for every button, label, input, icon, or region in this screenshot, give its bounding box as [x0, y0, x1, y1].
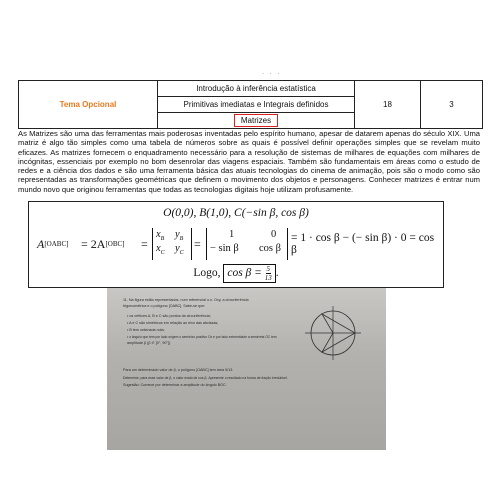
- photo-line-6: • o ângulo que tem por lado origem o semieixo positivo Ox e por lado extremidade a semirreta OC tem: [127, 335, 277, 339]
- photo-line-8: Para um determinado valor de β, o polígono [OABC] tem área 5/13.: [123, 368, 234, 372]
- topic-inference: Introdução à inferência estatística: [158, 81, 355, 97]
- photo-line-9: Determine, para esse valor de β, o valor exato de cos β. Apresente o resultado na forma de fração irredutível.: [123, 376, 288, 380]
- photo-line-2: trigonométrica e o polígono [OABC]. Sabe-se que:: [123, 304, 206, 308]
- equals-sign-2: =: [194, 236, 201, 251]
- matrices-description: [18, 129, 480, 194]
- area-derivation-box: [28, 201, 444, 288]
- numeric-determinant: 1 0 − sin β cos β: [206, 228, 288, 260]
- curriculum-table: [18, 80, 483, 129]
- topic-matrices-highlight: Matrizes: [234, 114, 278, 127]
- area-double: = 2A [OBC]: [81, 236, 125, 251]
- cut-off-text: · · ·: [262, 71, 282, 77]
- photo-line-5: • B tem ordenada nula;: [127, 328, 165, 332]
- area-rhs: = 1 · cos β − (− sin β) · 0 = cos β: [291, 232, 435, 256]
- exam-photo: [107, 288, 386, 450]
- photo-line-4: • A e C são simétricos em relação ao eixo das abcissas;: [127, 321, 219, 325]
- points-line: O(0,0), B(1,0), C(−sin β, cos β): [163, 207, 309, 219]
- cos-result-box: cos β = $\frac{5}{13}$: [223, 264, 275, 283]
- hours-cell: 18: [355, 81, 421, 129]
- conclusion-line: Logo, cos β = $\frac{5}{13}$ .: [193, 265, 279, 282]
- photo-line-1: 11. Na figura estão representados, num referencial o.n. Oxy, a circunferência: [123, 298, 249, 302]
- credits-cell: 3: [421, 81, 483, 129]
- result-fraction: $\frac{5}{13}$: [264, 265, 272, 282]
- photo-line-7: amplitude β (β ∈ ]0°, 90°[).: [127, 341, 172, 345]
- area-lhs: A [OABC]: [37, 236, 69, 251]
- photo-line-3: • os vértices A, B e C são pontos da circunferência;: [127, 314, 211, 318]
- photo-line-10: Sugestão: Comece por determinar a amplitude do ângulo BOC.: [123, 383, 227, 387]
- topic-matrices-cell: [158, 113, 355, 129]
- description-text: As Matrizes são uma das ferramentas mais poderosas inventadas pelo espírito humano, apesar de datarem apenas do século XIX. Uma matriz é algo tão simples como uma tabela de números sobre as quais é possível definir operações simples que se revelam muito eficazes. As matrizes fornecem o enquadramento necessário para a resolução de sistemas de milhares de equações com milhares de incógnitas, essenciais por exemplo no bom desenrolar das viagens espaciais. Também são fundamentais em áreas como o estudo de redes e a ciência dos dados e são uma ferramenta básica das atuais tecnologias do cinema de animação, pois são o modo como são representadas as transformações geométricas que definem o movimento dos objetos e personagens. Conhecer matrizes é entrar num mundo novo que originou ferramentas que todas as tecnologias digitais hoje utilizam profusamente.: [18, 129, 480, 194]
- unit-circle-figure: [303, 304, 363, 362]
- theme-label: Tema Opcional: [19, 81, 158, 129]
- area-equation: [37, 228, 437, 260]
- equals-sign: =: [141, 236, 148, 251]
- topic-integrals: Primitivas imediatas e Integrais definidos: [158, 97, 355, 113]
- coordinate-determinant: $x_B$ $y_B$ $x_C$ $y_C$: [152, 228, 192, 260]
